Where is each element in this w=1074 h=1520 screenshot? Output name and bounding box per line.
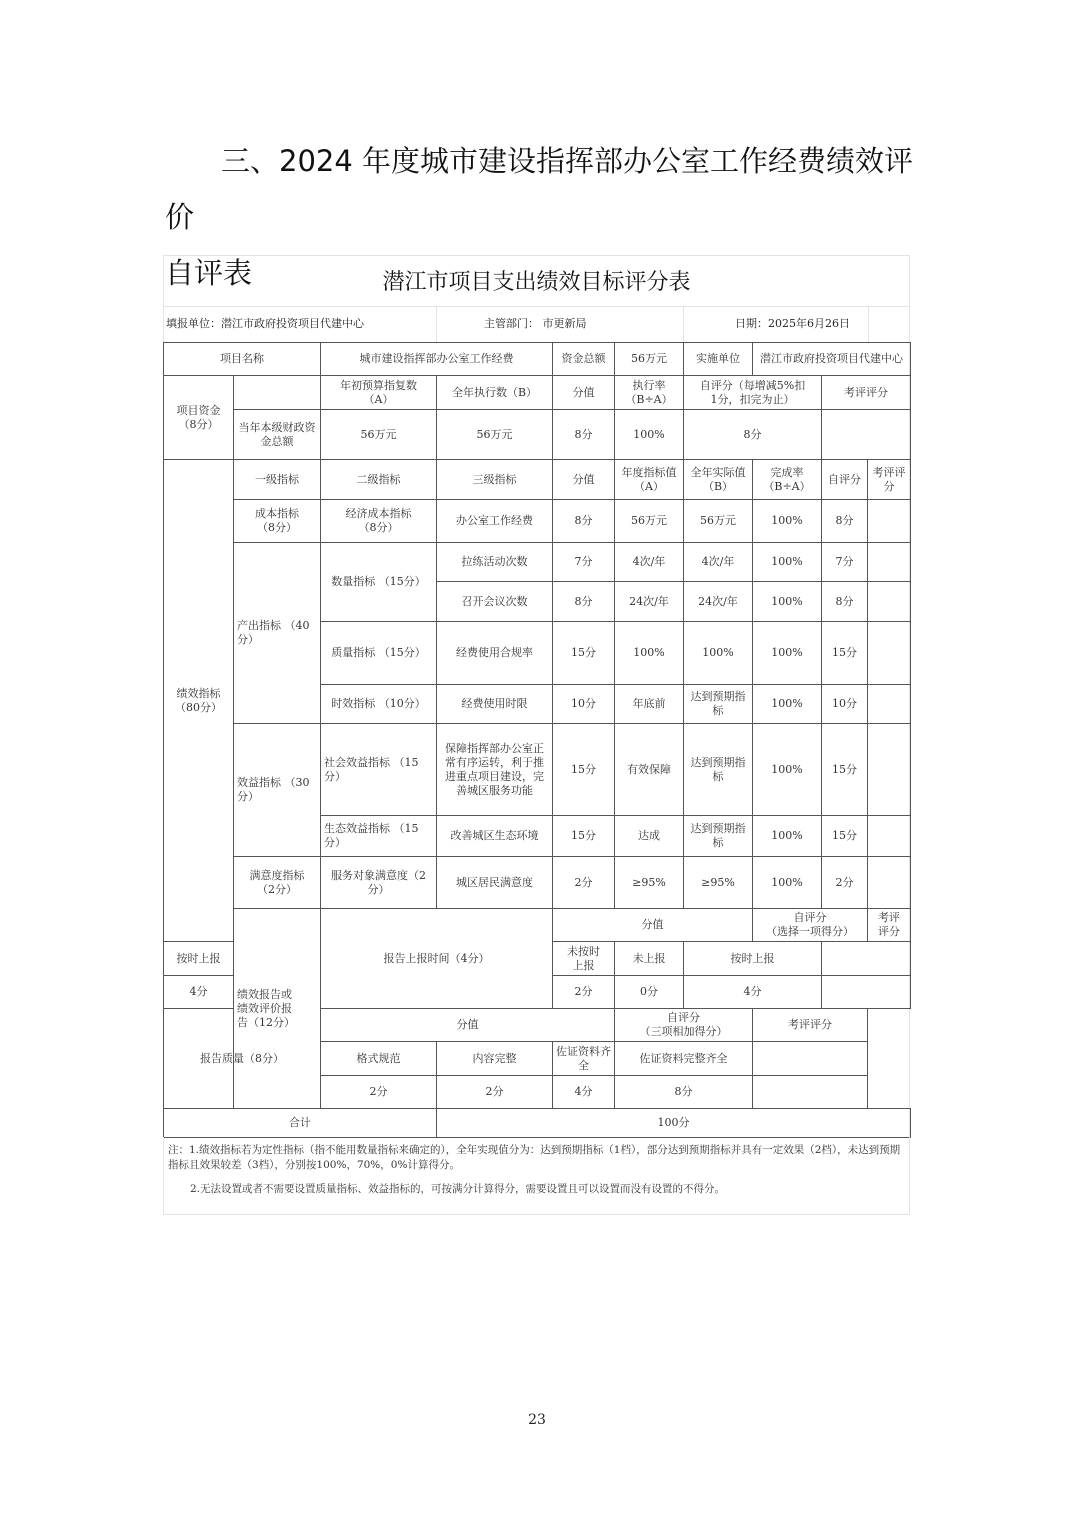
perf-header-score: 分值 [553, 460, 615, 500]
cost-self-score: 8分 [822, 500, 868, 543]
social-self-score: 15分 [822, 724, 868, 816]
satisfaction-level2: 服务对象满意度（2 分） [321, 857, 437, 909]
report-quality-self-header: 自评分 （三项相加得分） [615, 1009, 753, 1042]
satisfaction-review-score [868, 857, 911, 909]
qty1-level3: 拉练活动次数 [437, 543, 553, 582]
divider [683, 306, 684, 342]
report-quality-self-points: 8分 [615, 1076, 753, 1109]
table-row [164, 543, 911, 582]
timeliness-target: 年底前 [615, 685, 684, 724]
eco-level2: 生态效益指标 （15 分） [321, 816, 437, 857]
quality-actual: 100% [684, 622, 753, 685]
table-row [164, 500, 911, 543]
report-time-points-none: 0分 [615, 976, 684, 1009]
report-quality-points-evidence: 4分 [553, 1076, 615, 1109]
report-quality-points-content: 2分 [437, 1076, 553, 1109]
social-actual: 达到预期指 标 [684, 724, 753, 816]
satisfaction-rate: 100% [753, 857, 822, 909]
report-quality-review-points [753, 1076, 868, 1109]
qty2-actual: 24次/年 [684, 582, 753, 622]
quality-level3: 经费使用合规率 [437, 622, 553, 685]
report-quality-option-format: 格式规范 [321, 1042, 437, 1076]
timeliness-score: 10分 [553, 685, 615, 724]
fund-row-label: 当年本级财政资 金总额 [234, 410, 321, 460]
total-label: 合计 [164, 1109, 437, 1138]
table-row [164, 857, 911, 909]
report-quality-option-evidence: 佐证资料齐 全 [553, 1042, 615, 1076]
total-value: 100分 [437, 1109, 911, 1138]
qty2-target: 24次/年 [615, 582, 684, 622]
qty2-review-score [868, 582, 911, 622]
eco-review-score [868, 816, 911, 857]
benefit-level1: 效益指标 （30 分） [234, 724, 321, 857]
total-fund: 56万元 [615, 343, 684, 376]
fund-header-budget: 年初预算指复数 （A） [321, 376, 437, 410]
social-target: 有效保障 [615, 724, 684, 816]
fund-row-budget: 56万元 [321, 410, 437, 460]
fund-header-self-score: 自评分（每增减5%扣 1分，扣完为止） [684, 376, 822, 410]
quality-level2: 质量指标 （15分） [321, 622, 437, 685]
output-level1: 产出指标 （40 分） [234, 543, 321, 724]
quality-target: 100% [615, 622, 684, 685]
timeliness-self-score: 10分 [822, 685, 868, 724]
qty1-target: 4次/年 [615, 543, 684, 582]
fund-section-label: 项目资金 （8分） [164, 376, 234, 460]
satisfaction-level1: 满意度指标 （2分） [234, 857, 321, 909]
eco-score: 15分 [553, 816, 615, 857]
empty-cell [234, 376, 321, 410]
fund-row-rate: 100% [615, 410, 684, 460]
report-time-review-cell [822, 942, 911, 976]
eco-actual: 达到预期指 标 [684, 816, 753, 857]
satisfaction-level3: 城区居民满意度 [437, 857, 553, 909]
report-time-self-points: 4分 [684, 976, 822, 1009]
qty2-rate: 100% [753, 582, 822, 622]
implementing-unit: 潜江市政府投资项目代建中心 [753, 343, 911, 376]
document-title-line-1: 三、2024 年度城市建设指挥部办公室工作经费绩效评价 [165, 144, 914, 234]
report-time-option-on-time: 按时上报 [164, 942, 234, 976]
total-fund-label: 资金总额 [553, 343, 615, 376]
report-time-score-header: 分值 [553, 909, 753, 942]
qty2-score: 8分 [553, 582, 615, 622]
fund-row-executed: 56万元 [437, 410, 553, 460]
report-time-self-header: 自评分 （选择一项得分） [753, 909, 868, 942]
satisfaction-self-score: 2分 [822, 857, 868, 909]
perf-header-rate: 完成率 （B÷A） [753, 460, 822, 500]
quality-rate: 100% [753, 622, 822, 685]
department: 主管部门： 市更新局 [484, 317, 587, 330]
performance-section-label: 绩效指标 （80分） [164, 460, 234, 942]
report-time-label: 报告上报时间（4分） [321, 909, 553, 1009]
report-quality-self-choice: 佐证资料完整齐全 [615, 1042, 753, 1076]
quality-self-score: 15分 [822, 622, 868, 685]
total-row [164, 1109, 911, 1138]
perf-header-actual: 全年实际值 （B） [684, 460, 753, 500]
table-row [164, 724, 911, 816]
report-time-option-none: 未上报 [615, 942, 684, 976]
eco-target: 达成 [615, 816, 684, 857]
report-time-option-late: 未按时 上报 [553, 942, 615, 976]
report-section-label: 绩效报告或 绩效评价报 告（12分） [234, 909, 321, 1109]
qty1-actual: 4次/年 [684, 543, 753, 582]
report-quality-score-header: 分值 [321, 1009, 615, 1042]
divider [868, 306, 869, 342]
document-title-line-2: 自评表 [165, 256, 253, 290]
quality-score: 15分 [553, 622, 615, 685]
cost-level3: 办公室工作经费 [437, 500, 553, 543]
evaluation-table [163, 342, 911, 1138]
social-rate: 100% [753, 724, 822, 816]
timeliness-actual: 达到预期指 标 [684, 685, 753, 724]
report-time-review-points [822, 976, 911, 1009]
footnote-line-2: 2.无法设置或者不需要设置质量指标、效益指标的，可按满分计算得分，需要设置且可以设置而没有设置的不得分。 [190, 1183, 726, 1195]
implementing-unit-label: 实施单位 [684, 343, 753, 376]
fund-row-score: 8分 [553, 410, 615, 460]
qty1-self-score: 7分 [822, 543, 868, 582]
report-date: 日期：2025年6月26日 [735, 317, 850, 330]
quantity-level2: 数量指标 （15分） [321, 543, 437, 622]
cost-target: 56万元 [615, 500, 684, 543]
social-level2: 社会效益指标 （15 分） [321, 724, 437, 816]
fund-header-rate: 执行率 （B÷A） [615, 376, 684, 410]
report-time-review-header: 考评 评分 [868, 909, 911, 942]
cost-score: 8分 [553, 500, 615, 543]
cost-review-score [868, 500, 911, 543]
social-score: 15分 [553, 724, 615, 816]
social-review-score [868, 724, 911, 816]
footnote [163, 1137, 910, 1215]
timeliness-review-score [868, 685, 911, 724]
fund-row-self-score: 8分 [684, 410, 822, 460]
eco-rate: 100% [753, 816, 822, 857]
eco-self-score: 15分 [822, 816, 868, 857]
fund-header-review-score: 考评评分 [822, 376, 911, 410]
qty1-review-score [868, 543, 911, 582]
cost-actual: 56万元 [684, 500, 753, 543]
perf-header-level3: 三级指标 [437, 460, 553, 500]
report-quality-option-content: 内容完整 [437, 1042, 553, 1076]
report-time-self-choice: 按时上报 [684, 942, 822, 976]
report-quality-review-header: 考评评分 [753, 1009, 868, 1042]
score-sheet-title: 潜江市项目支出绩效目标评分表 [382, 270, 691, 295]
timeliness-level2: 时效指标 （10分） [321, 685, 437, 724]
perf-header-target: 年度指标值 （A） [615, 460, 684, 500]
qty2-level3: 召开会议次数 [437, 582, 553, 622]
report-quality-label: 报告质量（8分） [164, 1009, 321, 1109]
perf-header-level1: 一级指标 [234, 460, 321, 500]
project-name: 城市建设指挥部办公室工作经费 [321, 343, 553, 376]
project-name-label: 项目名称 [164, 343, 321, 376]
satisfaction-actual: ≥95% [684, 857, 753, 909]
qty1-rate: 100% [753, 543, 822, 582]
perf-header-self-score: 自评分 [822, 460, 868, 500]
cost-level2: 经济成本指标 （8分） [321, 500, 437, 543]
page-number: 23 [528, 1412, 546, 1428]
table-row [164, 909, 911, 942]
quality-review-score [868, 622, 911, 685]
satisfaction-score: 2分 [553, 857, 615, 909]
social-level3: 保障指挥部办公室正 常有序运转，利于推 进重点项目建设，完 善城区服务功能 [437, 724, 553, 816]
report-time-points-late: 2分 [553, 976, 615, 1009]
perf-header-review-score: 考评评 分 [868, 460, 911, 500]
footnote-line-1: 注：1.绩效指标若为定性指标（指不能用数量指标来确定的），全年实现值分为：达到预期指标（1档），部分达到预期指标并具有一定效果（2档），未达到预期指标且效果较差（3档），分别按100%，70%，0%计算得分。 [168, 1144, 901, 1171]
qty1-score: 7分 [553, 543, 615, 582]
fund-header-executed: 全年执行数（B） [437, 376, 553, 410]
timeliness-level3: 经费使用时限 [437, 685, 553, 724]
report-quality-points-format: 2分 [321, 1076, 437, 1109]
cost-rate: 100% [753, 500, 822, 543]
satisfaction-target: ≥95% [615, 857, 684, 909]
divider [436, 306, 437, 342]
report-quality-review-cell [753, 1042, 868, 1076]
cost-level1: 成本指标 （8分） [234, 500, 321, 543]
fund-header-score: 分值 [553, 376, 615, 410]
fund-row-review-score [822, 410, 911, 460]
timeliness-rate: 100% [753, 685, 822, 724]
report-time-points-on-time: 4分 [164, 976, 234, 1009]
eco-level3: 改善城区生态环境 [437, 816, 553, 857]
reporting-unit: 填报单位：潜江市政府投资项目代建中心 [166, 317, 364, 330]
qty2-self-score: 8分 [822, 582, 868, 622]
perf-header-level2: 二级指标 [321, 460, 437, 500]
